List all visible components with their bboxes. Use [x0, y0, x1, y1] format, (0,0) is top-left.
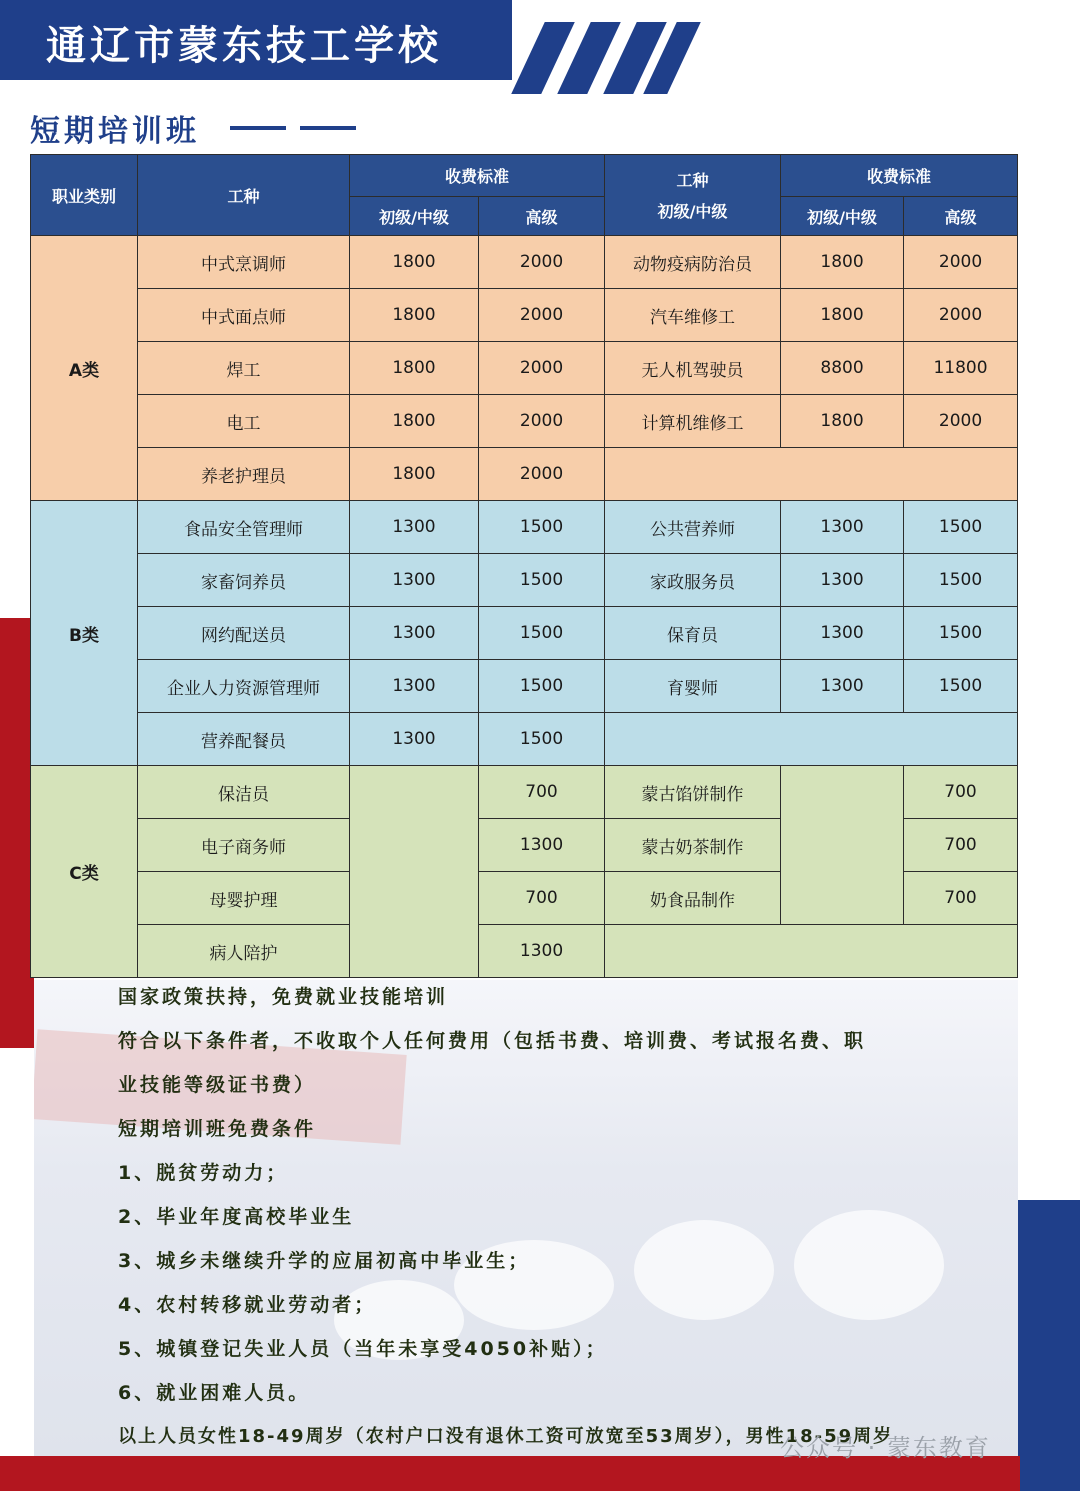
- header-level-high: 高级: [479, 197, 605, 236]
- fee-high: 2000: [479, 236, 605, 289]
- fee-basic: 1300: [350, 554, 479, 607]
- table-row: [31, 713, 1018, 766]
- fee-high: 1500: [479, 554, 605, 607]
- table-row: [31, 501, 1018, 554]
- fee-high-2: 11800: [904, 342, 1018, 395]
- header-job: 工种: [138, 155, 350, 236]
- job-cell: 电子商务师: [138, 819, 350, 872]
- fee-basic: 1300: [350, 501, 479, 554]
- fee-basic: 1300: [350, 607, 479, 660]
- note-line: 符合以下条件者，不收取个人任何费用（包括书费、培训费、考试报名费、职: [118, 1030, 867, 1052]
- note-line: 3、城乡未继续升学的应届初高中毕业生；: [118, 1250, 531, 1272]
- fee-basic-2: 1300: [781, 501, 904, 554]
- table-row: [31, 607, 1018, 660]
- job-cell: 食品安全管理师: [138, 501, 350, 554]
- job-cell-2: 无人机驾驶员: [605, 342, 781, 395]
- fee-basic: 1800: [350, 236, 479, 289]
- table-row: [31, 342, 1018, 395]
- fee-basic-2-empty: [781, 766, 904, 925]
- header-level-basic: 初级/中级: [350, 197, 479, 236]
- table-row: [31, 395, 1018, 448]
- fee-high: 1500: [479, 660, 605, 713]
- job-cell: 企业人力资源管理师: [138, 660, 350, 713]
- fee-high-2: 700: [904, 872, 1018, 925]
- note-line: 国家政策扶持，免费就业技能培训: [118, 986, 449, 1008]
- job-cell: 营养配餐员: [138, 713, 350, 766]
- job-cell-2: 育婴师: [605, 660, 781, 713]
- school-name: 通辽市蒙东技工学校: [46, 23, 442, 69]
- fee-high-2: 700: [904, 766, 1018, 819]
- fee-basic: 1300: [350, 713, 479, 766]
- job-cell: 家畜饲养员: [138, 554, 350, 607]
- fee-basic-2: 1800: [781, 289, 904, 342]
- empty-cell: [605, 448, 1018, 501]
- fee-high: 2000: [479, 448, 605, 501]
- fee-high: 700: [479, 872, 605, 925]
- header-level-high-2: 高级: [904, 197, 1018, 236]
- fee-basic: 1800: [350, 448, 479, 501]
- fee-basic-2: 1300: [781, 660, 904, 713]
- job-cell: 网约配送员: [138, 607, 350, 660]
- note-line: 6、就业困难人员。: [118, 1382, 311, 1404]
- fee-high-2: 1500: [904, 660, 1018, 713]
- job-cell: 病人陪护: [138, 925, 350, 978]
- job-cell: 电工: [138, 395, 350, 448]
- note-line: 1、脱贫劳动力；: [118, 1162, 289, 1184]
- job-cell-2: 家政服务员: [605, 554, 781, 607]
- note-line: 4、农村转移就业劳动者；: [118, 1294, 377, 1316]
- fee-basic-2: 1800: [781, 395, 904, 448]
- fee-high-2: 2000: [904, 236, 1018, 289]
- fee-high-2: 2000: [904, 289, 1018, 342]
- header-category: 职业类别: [31, 155, 138, 236]
- fee-high: 700: [479, 766, 605, 819]
- table-row: [31, 554, 1018, 607]
- fee-basic-empty: [350, 766, 479, 978]
- category-a: A类: [31, 236, 138, 501]
- section-dash: [300, 126, 356, 130]
- job-cell-2: 计算机维修工: [605, 395, 781, 448]
- section-dash: [230, 126, 286, 130]
- section-title: 短期培训班: [30, 114, 200, 149]
- fee-basic-2: 1300: [781, 554, 904, 607]
- table-row: [31, 289, 1018, 342]
- fee-high-2: 700: [904, 819, 1018, 872]
- category-b: B类: [31, 501, 138, 766]
- right-blue-bar: [1018, 1200, 1080, 1491]
- note-line: 业技能等级证书费）: [118, 1074, 317, 1096]
- job-cell-2: 汽车维修工: [605, 289, 781, 342]
- job-cell-2: 保育员: [605, 607, 781, 660]
- fee-basic: 1300: [350, 660, 479, 713]
- header-job-2-sub: 初级/中级: [657, 202, 728, 221]
- job-cell-2: 奶食品制作: [605, 872, 781, 925]
- job-cell-2: 蒙古奶茶制作: [605, 819, 781, 872]
- fee-high: 2000: [479, 289, 605, 342]
- empty-cell: [605, 713, 1018, 766]
- fee-high-2: 1500: [904, 501, 1018, 554]
- fee-high: 1300: [479, 819, 605, 872]
- fee-high: 1500: [479, 607, 605, 660]
- header-fee-standard: 收费标准: [350, 155, 605, 197]
- fee-basic-2: 1800: [781, 236, 904, 289]
- table-row: [31, 236, 1018, 289]
- job-cell-2: 蒙古馅饼制作: [605, 766, 781, 819]
- header-job-2: [605, 155, 781, 236]
- job-cell-2: 公共营养师: [605, 501, 781, 554]
- fee-basic: 1800: [350, 289, 479, 342]
- fee-high-2: 1500: [904, 554, 1018, 607]
- fee-basic: 1800: [350, 395, 479, 448]
- table-row: [31, 925, 1018, 978]
- fee-high: 2000: [479, 395, 605, 448]
- fee-high: 2000: [479, 342, 605, 395]
- header-fee-standard-2: 收费标准: [781, 155, 1018, 197]
- note-line: 2、毕业年度高校毕业生: [118, 1206, 355, 1228]
- header-job-2-label: 工种: [676, 171, 709, 190]
- job-cell: 中式面点师: [138, 289, 350, 342]
- policy-notes: [118, 983, 938, 1467]
- note-line: 5、城镇登记失业人员（当年未享受4050补贴）；: [118, 1338, 608, 1360]
- left-red-bar: [0, 618, 34, 1048]
- watermark: 公众号 · 蒙东教育: [780, 1434, 991, 1462]
- job-cell: 保洁员: [138, 766, 350, 819]
- header-banner: [0, 0, 512, 80]
- table-row: [31, 448, 1018, 501]
- job-cell: 焊工: [138, 342, 350, 395]
- header-level-basic-2: 初级/中级: [781, 197, 904, 236]
- fee-high: 1300: [479, 925, 605, 978]
- fee-high: 1500: [479, 713, 605, 766]
- fee-high: 1500: [479, 501, 605, 554]
- fee-basic-2: 8800: [781, 342, 904, 395]
- note-line: 短期培训班免费条件: [118, 1118, 317, 1140]
- empty-cell: [605, 925, 1018, 978]
- fee-basic: 1800: [350, 342, 479, 395]
- job-cell: 养老护理员: [138, 448, 350, 501]
- job-cell: 中式烹调师: [138, 236, 350, 289]
- note-line: 以上人员女性18-49周岁（农村户口没有退休工资可放宽至53周岁），男性18-59周岁: [118, 1426, 894, 1447]
- fee-high-2: 2000: [904, 395, 1018, 448]
- category-c: C类: [31, 766, 138, 978]
- table-row: [31, 660, 1018, 713]
- job-cell-2: 动物疫病防治员: [605, 236, 781, 289]
- fee-high-2: 1500: [904, 607, 1018, 660]
- fee-basic-2: 1300: [781, 607, 904, 660]
- fee-table: [30, 154, 1018, 978]
- table-row: [31, 766, 1018, 819]
- job-cell: 母婴护理: [138, 872, 350, 925]
